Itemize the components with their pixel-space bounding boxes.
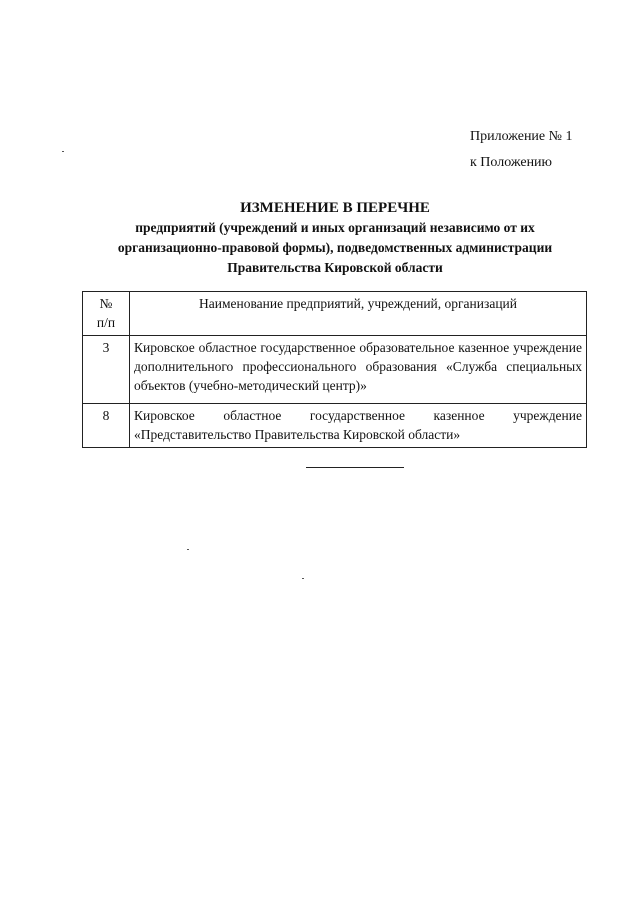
scan-speck: [62, 151, 64, 152]
row-number: 3: [83, 336, 130, 404]
row-organization-name: Кировское областное государственное казенное учреждение «Представительство Правительства Кировской области»: [130, 404, 587, 448]
table-row: [83, 336, 587, 404]
title-heading: ИЗМЕНЕНИЕ В ПЕРЕЧНЕ: [240, 200, 430, 216]
header-number-abbrev: п/п: [96, 315, 116, 330]
appendix-number: Приложение № 1: [470, 129, 573, 144]
organizations-table: [82, 291, 587, 448]
row-organization-name: Кировское областное государственное образовательное казенное учреждение дополнительного профессионального образования «Служба специальных объектов (учебно-методический центр)»: [130, 336, 587, 404]
scan-speck: [302, 578, 304, 579]
appendix-reference: к Положению: [470, 155, 553, 170]
document-title: [80, 198, 590, 278]
title-subheading-line-1: предприятий (учреждений и иных организаций независимо от их: [135, 220, 535, 235]
closing-divider-line: [306, 467, 404, 468]
scan-speck: [187, 549, 189, 550]
row-number: 8: [83, 404, 130, 448]
header-name-cell: Наименование предприятий, учреждений, организаций: [130, 292, 587, 336]
title-subheading-line-2: организационно-правовой формы), подведомственных администрации: [117, 240, 553, 255]
title-subheading-line-3: Правительства Кировской области: [227, 260, 443, 275]
table-row: [83, 404, 587, 448]
appendix-note: [470, 124, 573, 176]
table-header-row: [83, 292, 587, 336]
header-number-cell: [83, 292, 130, 336]
header-number-symbol: №: [99, 296, 113, 311]
